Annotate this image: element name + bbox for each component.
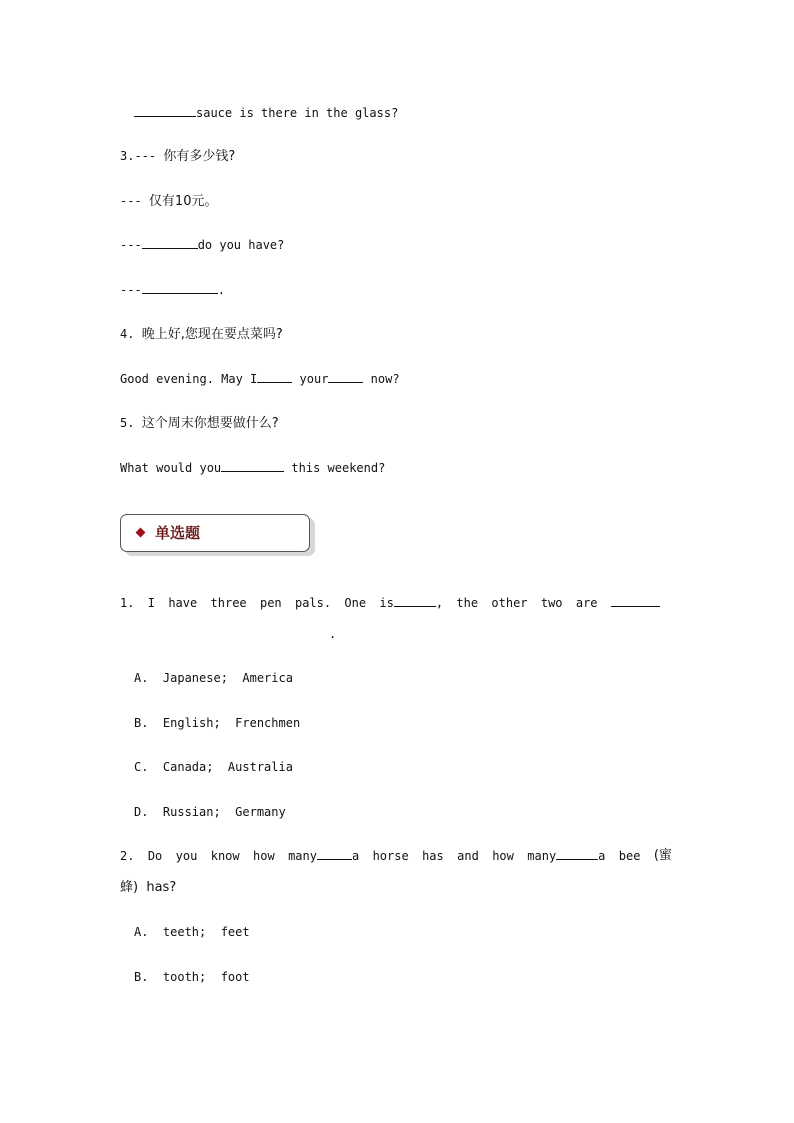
q5-question: 5. 这个周末你想要做什么?	[120, 416, 279, 431]
answer-blank[interactable]	[317, 848, 352, 860]
answer-blank[interactable]	[394, 595, 436, 607]
q3-en-answer: --- .	[120, 283, 225, 297]
answer-blank[interactable]	[556, 848, 598, 860]
section-title: 单选题	[155, 524, 201, 542]
section-header	[120, 514, 310, 552]
fill-in-line-sauce: sauce is there in the glass?	[134, 105, 398, 121]
answer-blank[interactable]	[221, 460, 284, 472]
diamond-bullet-icon	[136, 528, 146, 538]
answer-blank[interactable]	[134, 105, 196, 117]
answer-blank[interactable]	[611, 595, 660, 607]
option-b[interactable]: B. tooth; foot	[134, 970, 250, 984]
q4-question: 4. 晚上好,您现在要点菜吗?	[120, 327, 283, 342]
q3-question: 3.--- 你有多少钱?	[120, 149, 236, 164]
option-b[interactable]: B. English; Frenchmen	[134, 716, 301, 730]
mc-q1-stem: 1. I have three pen pals. One is , the other two are	[120, 595, 660, 611]
mc-q1-end: .	[329, 627, 337, 641]
option-a[interactable]: A. teeth; feet	[134, 925, 250, 939]
q3-answer-cn: --- 仅有10元。	[120, 194, 218, 209]
q5-english: What would you this weekend?	[120, 461, 386, 475]
q4-english: Good evening. May I your now?	[120, 372, 400, 386]
mc-q2-stem: 2. Do you know how many a horse has and how many a bee (蜜	[120, 848, 672, 863]
answer-blank[interactable]	[257, 371, 292, 383]
option-d[interactable]: D. Russian; Germany	[134, 805, 286, 819]
option-a[interactable]: A. Japanese; America	[134, 671, 293, 685]
q3-en-question: --- do you have?	[120, 238, 285, 252]
answer-blank[interactable]	[142, 282, 218, 294]
option-c[interactable]: C. Canada; Australia	[134, 760, 293, 774]
answer-blank[interactable]	[142, 237, 198, 249]
answer-blank[interactable]	[328, 371, 363, 383]
mc-q2-stem-line2: 蜂) has?	[120, 880, 177, 895]
